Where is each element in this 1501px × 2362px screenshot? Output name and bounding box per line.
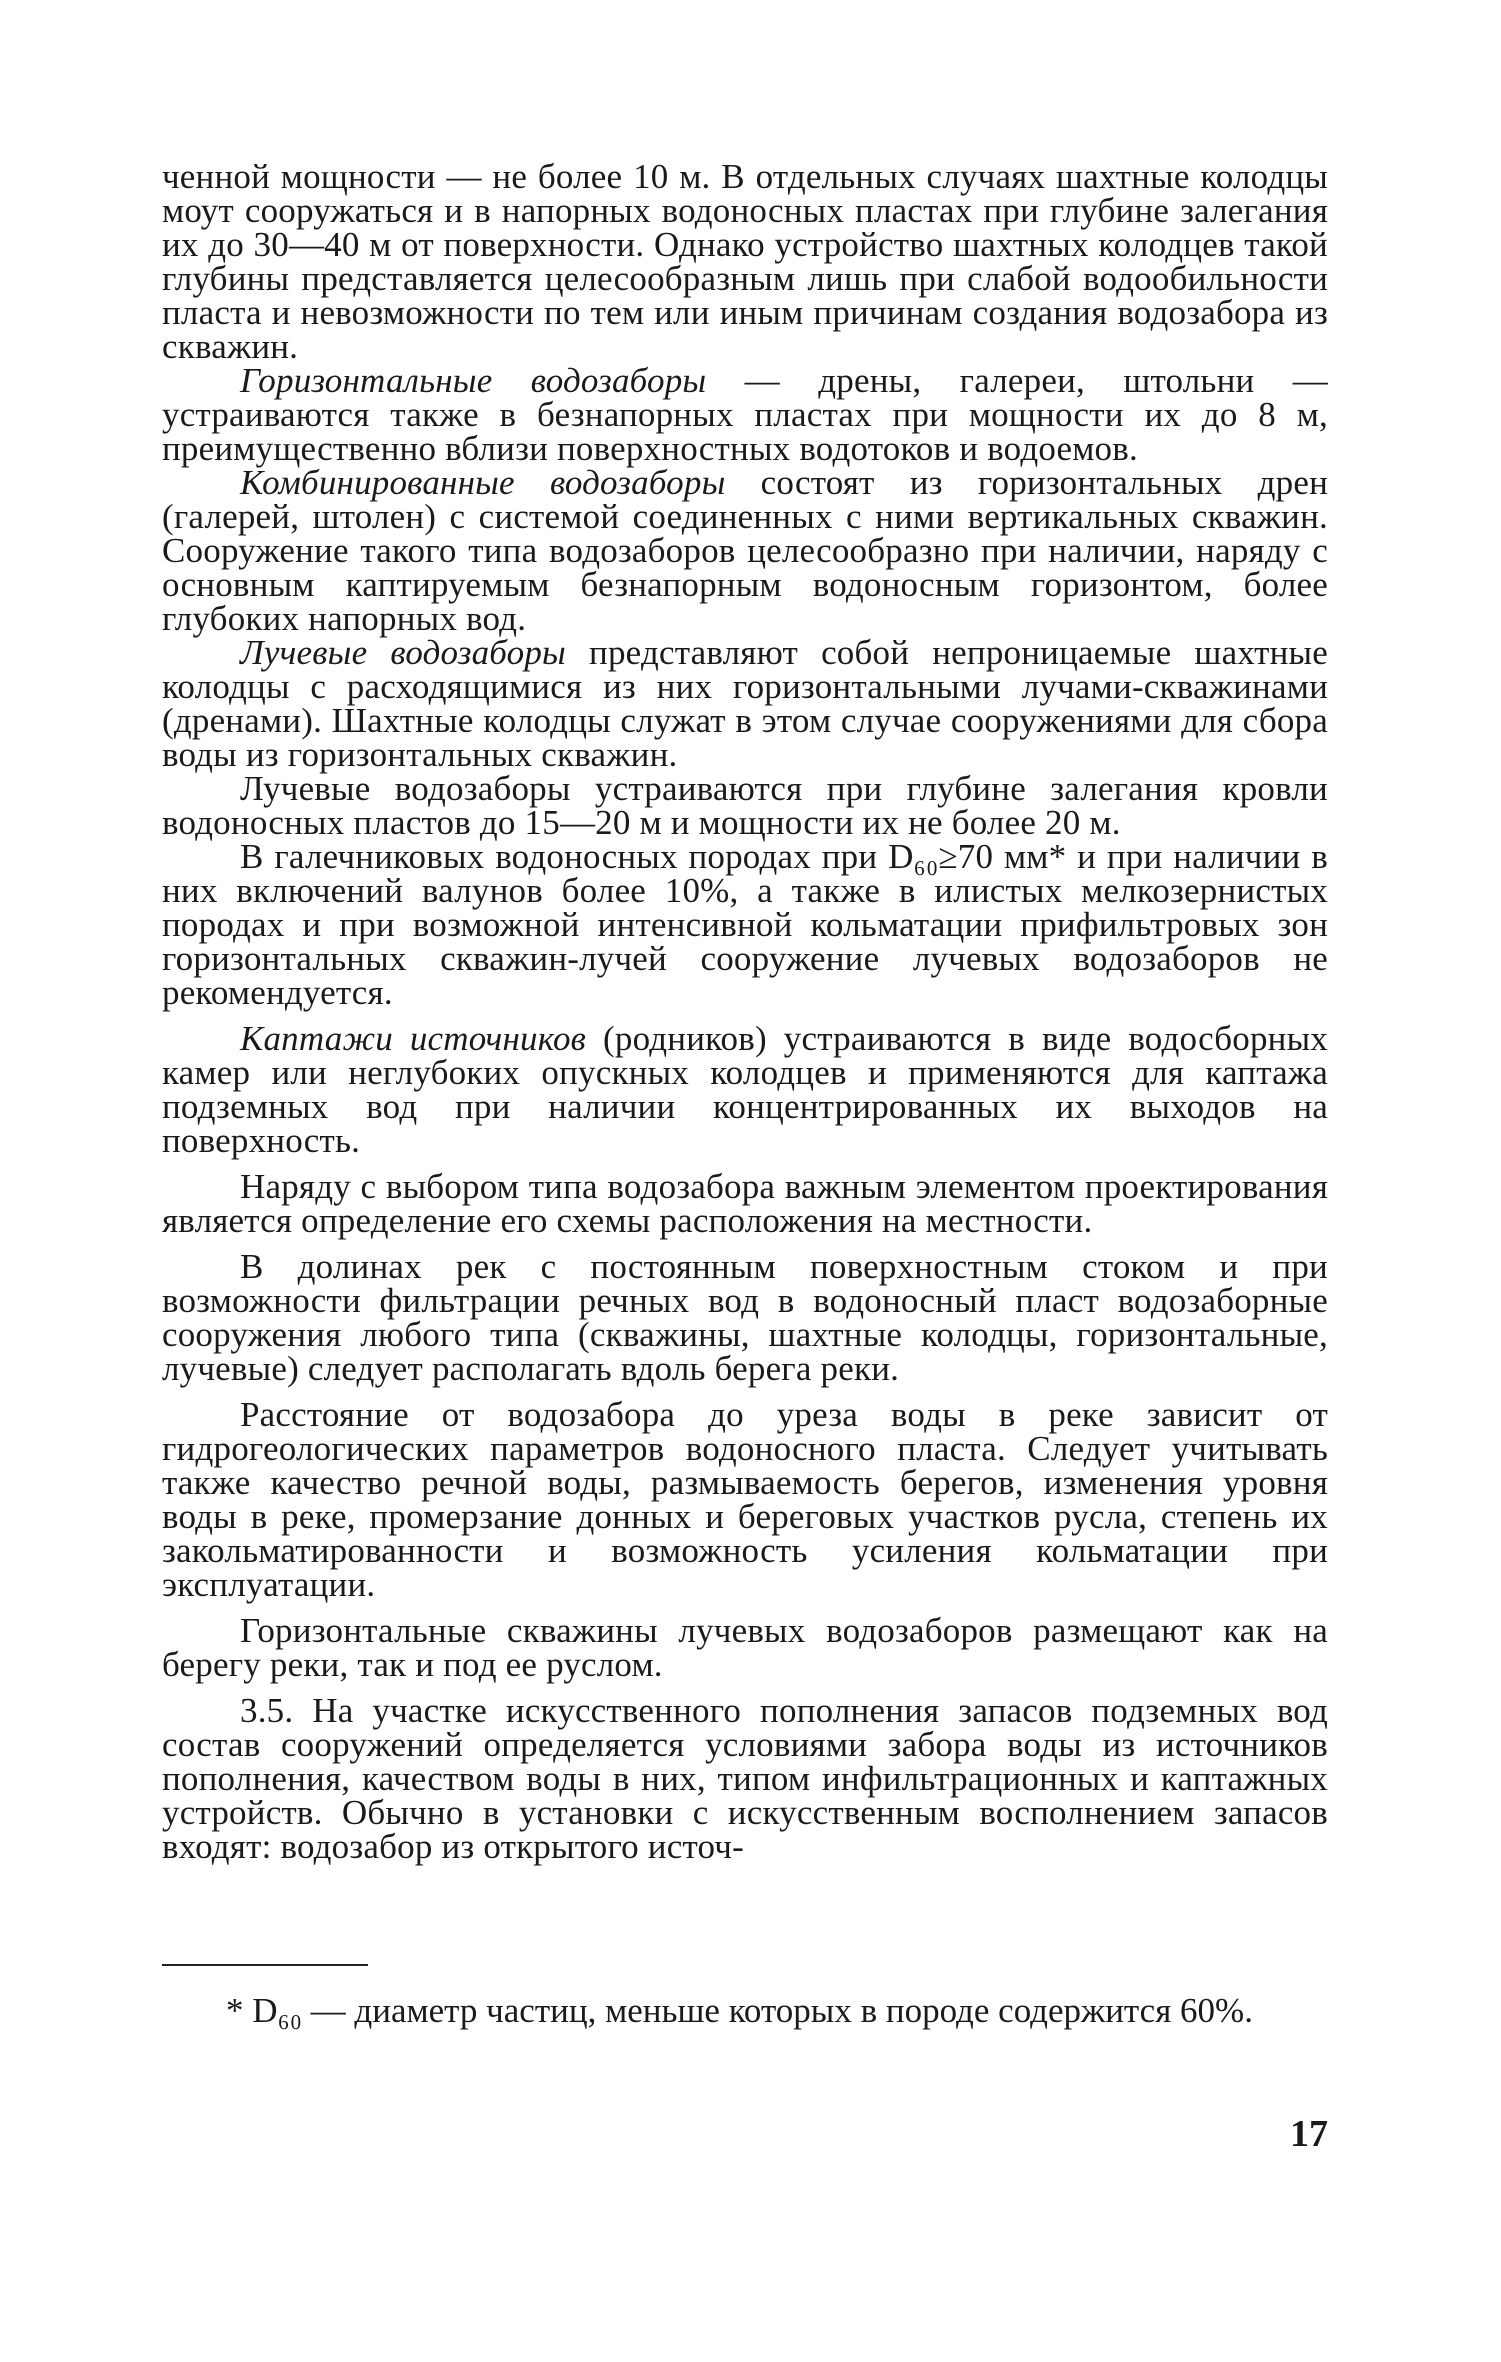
paragraph-11 [162,1611,1328,1684]
paragraph-2-text: — дрены, галереи, штольни — устраиваются также в безнапорных пластах при мощности их до 8 м, преимущественно вблизи поверхностных водотоков и водоемов. [162,361,1328,468]
paragraph-5-text: Лучевые водозаборы устраиваются при глубине залегания кровли водоносных пластов до 15—20 м и мощности их не более 20 м. [162,769,1328,842]
paragraph-12 [162,1691,1328,1866]
paragraph-11-text: Горизонтальные скважины лучевых водозаборов размещают как на берегу реки, так и под ее руслом. [162,1611,1328,1684]
paragraph-3-text: состоят из горизонтальных дрен (галерей, штолен) с системой соединенных с ними вертикальных скважин. Сооружение такого типа водозаборов целесообразно при наличии, наряду с основным каптируемым безнапорным водоносным горизонтом, более глубоких напорных вод. [162,463,1328,638]
paragraph-3-lead: Комбинированные водозаборы [240,463,726,502]
paragraph-1 [162,157,1328,366]
paragraph-4-lead: Лучевые водозаборы [240,633,566,672]
paragraph-6-text: В галечниковых водоносных породах при D₆₀≥70 мм* и при наличии в них включений валунов более 10%, а также в илистых мелкозернистых породах и при возможной интенсивной кольматации прифильтровых зон горизонтальных скважин-лучей сооружение лучевых водозаборов не рекомендуется. [162,837,1328,1012]
paragraph-7-lead: Каптажи источников [240,1019,587,1058]
paragraph-12-text: 3.5. На участке искусственного пополнения запасов подземных вод состав сооружений определяется условиями забора воды из источников пополнения, качеством воды в них, типом инфильтрационных и каптажных устройств. Обычно в установки с искусственным восполнением запасов входят: водозабор из открытого источ- [162,1691,1328,1866]
paragraph-4-text: представляют собой непроницаемые шахтные колодцы с расходящимися из них горизонтальными лучами-скважинами (дренами). Шахтные колодцы служат в этом случае сооружениями для сбора воды из горизонтальных скважин. [162,633,1329,774]
paragraph-2 [162,361,1328,468]
footnote: * D₆₀ — диаметр частиц, меньше которых в породе содержится 60%. [226,1991,1253,2030]
paragraph-8 [162,1167,1328,1240]
paragraph-6 [162,837,1328,1012]
paragraph-7 [162,1019,1328,1160]
footnote-divider [162,1964,368,1966]
paragraph-10-text: Расстояние от водозабора до уреза воды в реке зависит от гидрогеологических параметров водоносного пласта. Следует учитывать также качество речной воды, размываемость берегов, изменения уровня воды в реке, промерзание донных и береговых участков русла, степень их закольматированности и возможность усиления кольматации при эксплуатации. [162,1395,1328,1604]
paragraph-2-lead: Горизонтальные водозаборы [240,361,707,400]
page-body [162,157,1329,1866]
paragraph-7-text: (родников) устраиваются в виде водосборных камер или неглубоких опускных колодцев и применяются для каптажа подземных вод при наличии концентрированных их выходов на поверхность. [162,1019,1328,1160]
paragraph-5 [162,769,1328,842]
paragraph-9 [162,1247,1328,1388]
paragraph-1-text: ченной мощности — не более 10 м. В отдельных случаях шахтные колодцы моут сооружаться и в напорных водоносных пластах при глубине залегания их до 30—40 м от поверхности. Однако устройство шахтных колодцев такой глубины представляется целесообразным лишь при слабой водообильности пласта и невозможности по тем или иным причинам создания водозабора из скважин. [162,157,1328,366]
paragraph-9-text: В долинах рек с постоянным поверхностным стоком и при возможности фильтрации речных вод в водоносный пласт водозаборные сооружения любого типа (скважины, шахтные колодцы, горизонтальные, лучевые) следует располагать вдоль берега реки. [162,1247,1328,1388]
paragraph-3 [162,463,1328,638]
paragraph-4 [162,633,1329,774]
page-number: 17 [1290,2113,1328,2155]
paragraph-8-text: Наряду с выбором типа водозабора важным элементом проектирования является определение его схемы расположения на местности. [162,1167,1328,1240]
paragraph-10 [162,1395,1328,1604]
